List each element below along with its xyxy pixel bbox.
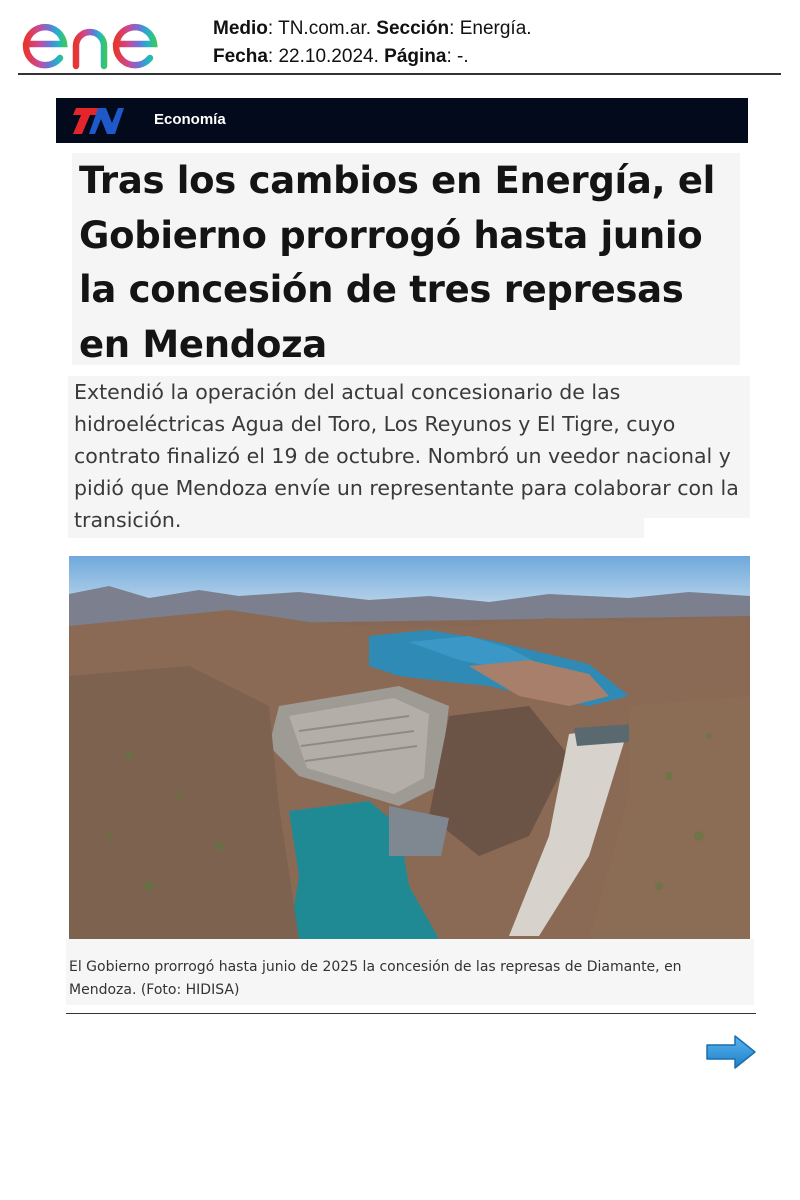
- medio-label: Medio: [213, 18, 268, 39]
- fecha-value: : 22.10.2024.: [267, 46, 385, 67]
- medio-value: : TN.com.ar.: [267, 18, 377, 39]
- photo-caption: El Gobierno prorrogó hasta junio de 2025 la concesión de las represas de Diamante, en Mendoza. (Foto: HIDISA): [69, 959, 682, 998]
- seccion-label: Sección: [376, 18, 450, 39]
- pagina-label: Página: [384, 46, 447, 67]
- fecha-label: Fecha: [213, 46, 268, 67]
- enel-logo: [18, 4, 190, 70]
- right-arrow-icon[interactable]: [705, 1034, 757, 1070]
- article-photo: [69, 556, 750, 939]
- article-subtitle: Extendió la operación del actual concesionario de las hidroeléctricas Agua del Toro, Los Reyunos y El Tigre, cuyo contrato finalizó el 19 de octubre. Nombró un veedor nacional y pidió que Mendoza envíe un representante para colaborar con la transición.: [74, 380, 739, 532]
- pagina-value: : -.: [446, 46, 469, 67]
- section-label[interactable]: Economía: [154, 111, 226, 128]
- header-divider: [18, 73, 781, 75]
- tn-logo[interactable]: [70, 108, 124, 134]
- article-headline: Tras los cambios en Energía, el Gobierno prorrogó hasta junio la concesión de tres represas en Mendoza: [79, 159, 716, 366]
- footer-divider: [66, 1013, 756, 1014]
- tn-top-bar: [56, 98, 748, 143]
- seccion-value: : Energía.: [449, 18, 532, 39]
- clip-meta-line-2: [213, 46, 469, 68]
- clip-meta-line-1: [213, 18, 532, 40]
